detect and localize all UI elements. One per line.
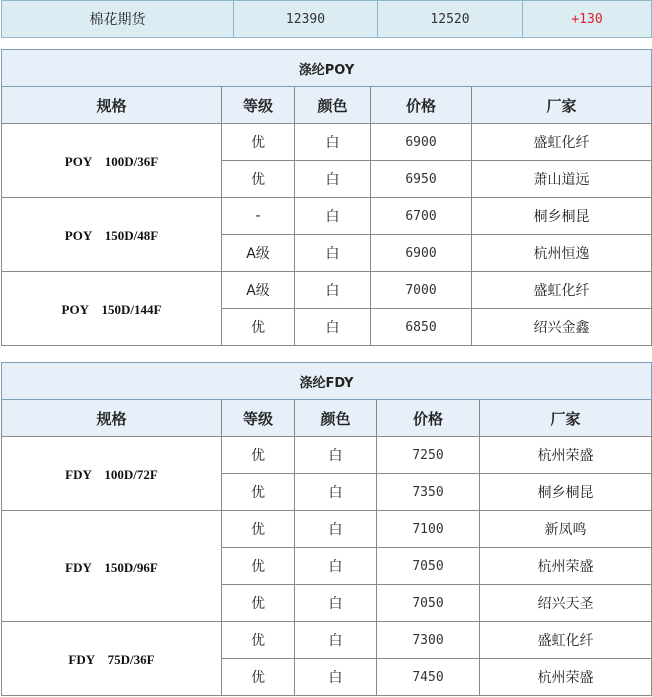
column-header-color: 颜色 xyxy=(295,400,377,437)
color-cell: 白 xyxy=(295,161,371,198)
maker-cell: 桐乡桐昆 xyxy=(480,474,652,511)
poy-section-title: 涤纶POY xyxy=(2,50,652,87)
column-header-spec: 规格 xyxy=(2,400,222,437)
grade-cell: - xyxy=(222,198,295,235)
grade-cell: 优 xyxy=(222,622,295,659)
fdy-price-table xyxy=(1,362,652,696)
price-cell: 7300 xyxy=(377,622,480,659)
color-cell: 白 xyxy=(295,235,371,272)
column-header-spec: 规格 xyxy=(2,87,222,124)
grade-cell: 优 xyxy=(222,548,295,585)
grade-cell: 优 xyxy=(222,511,295,548)
color-cell: 白 xyxy=(295,124,371,161)
price-cell: 6700 xyxy=(371,198,472,235)
table-row xyxy=(2,437,652,474)
table-row xyxy=(2,622,652,659)
price-cell: 7450 xyxy=(377,659,480,696)
maker-cell: 桐乡桐昆 xyxy=(472,198,652,235)
grade-cell: 优 xyxy=(222,585,295,622)
price-cell: 7050 xyxy=(377,548,480,585)
poy-price-table xyxy=(1,49,652,346)
maker-cell: 盛虹化纤 xyxy=(480,622,652,659)
color-cell: 白 xyxy=(295,585,377,622)
column-header-maker: 厂家 xyxy=(472,87,652,124)
maker-cell: 绍兴天圣 xyxy=(480,585,652,622)
maker-cell: 盛虹化纤 xyxy=(472,272,652,309)
grade-cell: 优 xyxy=(222,437,295,474)
grade-cell: 优 xyxy=(222,659,295,696)
futures-row xyxy=(2,1,652,38)
poy-header-row xyxy=(2,87,652,124)
spec-cell: POY 150D/48F xyxy=(2,198,222,272)
fdy-section-title: 涤纶FDY xyxy=(2,363,652,400)
price-cell: 7350 xyxy=(377,474,480,511)
price-cell: 6900 xyxy=(371,124,472,161)
color-cell: 白 xyxy=(295,198,371,235)
spec-cell: POY 100D/36F xyxy=(2,124,222,198)
maker-cell: 萧山道远 xyxy=(472,161,652,198)
column-header-grade: 等级 xyxy=(222,87,295,124)
color-cell: 白 xyxy=(295,659,377,696)
price-cell: 7050 xyxy=(377,585,480,622)
futures-name: 棉花期货 xyxy=(2,1,234,38)
price-cell: 6850 xyxy=(371,309,472,346)
grade-cell: A级 xyxy=(222,272,295,309)
futures-value-2: 12520 xyxy=(378,1,523,38)
column-header-price: 价格 xyxy=(371,87,472,124)
price-cell: 7250 xyxy=(377,437,480,474)
column-header-grade: 等级 xyxy=(222,400,295,437)
poy-title-row xyxy=(2,50,652,87)
color-cell: 白 xyxy=(295,511,377,548)
color-cell: 白 xyxy=(295,474,377,511)
grade-cell: A级 xyxy=(222,235,295,272)
price-cell: 7000 xyxy=(371,272,472,309)
column-header-price: 价格 xyxy=(377,400,480,437)
maker-cell: 盛虹化纤 xyxy=(472,124,652,161)
price-cell: 6900 xyxy=(371,235,472,272)
maker-cell: 新凤鸣 xyxy=(480,511,652,548)
fdy-title-row xyxy=(2,363,652,400)
maker-cell: 杭州恒逸 xyxy=(472,235,652,272)
maker-cell: 杭州荣盛 xyxy=(480,659,652,696)
table-row xyxy=(2,124,652,161)
spec-cell: POY 150D/144F xyxy=(2,272,222,346)
price-cell: 7100 xyxy=(377,511,480,548)
table-row xyxy=(2,272,652,309)
maker-cell: 杭州荣盛 xyxy=(480,437,652,474)
color-cell: 白 xyxy=(295,548,377,585)
futures-change: +130 xyxy=(523,1,652,38)
futures-value-1: 12390 xyxy=(234,1,378,38)
spec-cell: FDY 100D/72F xyxy=(2,437,222,511)
spec-cell: FDY 150D/96F xyxy=(2,511,222,622)
grade-cell: 优 xyxy=(222,309,295,346)
spec-cell: FDY 75D/36F xyxy=(2,622,222,696)
cotton-futures-table xyxy=(1,0,652,38)
maker-cell: 杭州荣盛 xyxy=(480,548,652,585)
grade-cell: 优 xyxy=(222,124,295,161)
fdy-header-row xyxy=(2,400,652,437)
column-header-color: 颜色 xyxy=(295,87,371,124)
table-row xyxy=(2,198,652,235)
color-cell: 白 xyxy=(295,437,377,474)
column-header-maker: 厂家 xyxy=(480,400,652,437)
grade-cell: 优 xyxy=(222,161,295,198)
color-cell: 白 xyxy=(295,622,377,659)
color-cell: 白 xyxy=(295,272,371,309)
color-cell: 白 xyxy=(295,309,371,346)
table-row xyxy=(2,511,652,548)
grade-cell: 优 xyxy=(222,474,295,511)
maker-cell: 绍兴金鑫 xyxy=(472,309,652,346)
price-cell: 6950 xyxy=(371,161,472,198)
